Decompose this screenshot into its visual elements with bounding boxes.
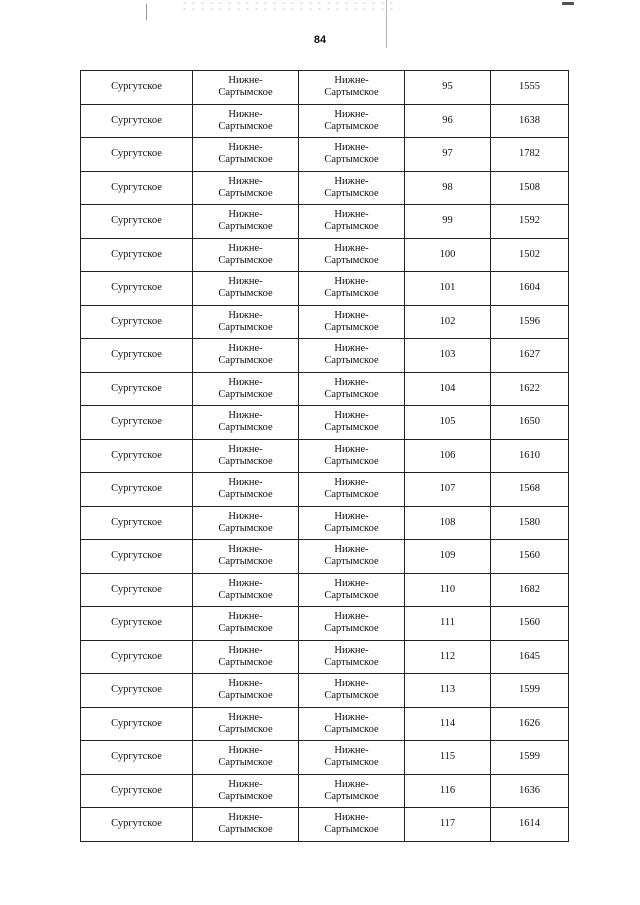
table-row [81, 741, 569, 775]
table-row [81, 406, 569, 440]
value-cell: 1682 [491, 573, 569, 607]
table-row [81, 774, 569, 808]
area2-cell: Нижне- Сартымское [299, 272, 405, 306]
area1-cell: Нижне- Сартымское [193, 674, 299, 708]
page-number: 84 [313, 34, 327, 46]
field-cell: Сургутское [81, 205, 193, 239]
data-table [80, 70, 569, 842]
area2-cell: Нижне- Сартымское [299, 205, 405, 239]
value-cell: 1610 [491, 439, 569, 473]
value-cell: 1614 [491, 808, 569, 842]
value-cell: 1622 [491, 372, 569, 406]
area1-cell: Нижне- Сартымское [193, 372, 299, 406]
table-body [81, 71, 569, 842]
number-cell: 115 [405, 741, 491, 775]
number-cell: 117 [405, 808, 491, 842]
number-cell: 105 [405, 406, 491, 440]
field-cell: Сургутское [81, 573, 193, 607]
area2-cell: Нижне- Сартымское [299, 674, 405, 708]
table-row [81, 540, 569, 574]
scan-mark-right [562, 2, 574, 5]
area2-cell: Нижне- Сартымское [299, 439, 405, 473]
field-cell: Сургутское [81, 674, 193, 708]
area2-cell: Нижне- Сартымское [299, 339, 405, 373]
area2-cell: Нижне- Сартымское [299, 808, 405, 842]
area2-cell: Нижне- Сартымское [299, 305, 405, 339]
table-row [81, 607, 569, 641]
area2-cell: Нижне- Сартымское [299, 573, 405, 607]
area1-cell: Нижне- Сартымское [193, 406, 299, 440]
field-cell: Сургутское [81, 339, 193, 373]
area2-cell: Нижне- Сартымское [299, 71, 405, 105]
table-row [81, 171, 569, 205]
area1-cell: Нижне- Сартымское [193, 573, 299, 607]
number-cell: 100 [405, 238, 491, 272]
area1-cell: Нижне- Сартымское [193, 339, 299, 373]
field-cell: Сургутское [81, 171, 193, 205]
area1-cell: Нижне- Сартымское [193, 473, 299, 507]
value-cell: 1555 [491, 71, 569, 105]
table-row [81, 339, 569, 373]
value-cell: 1636 [491, 774, 569, 808]
area1-cell: Нижне- Сартымское [193, 205, 299, 239]
table-row [81, 305, 569, 339]
field-cell: Сургутское [81, 540, 193, 574]
table-row [81, 573, 569, 607]
value-cell: 1650 [491, 406, 569, 440]
field-cell: Сургутское [81, 272, 193, 306]
area1-cell: Нижне- Сартымское [193, 774, 299, 808]
area1-cell: Нижне- Сартымское [193, 138, 299, 172]
value-cell: 1560 [491, 607, 569, 641]
value-cell: 1599 [491, 741, 569, 775]
area2-cell: Нижне- Сартымское [299, 741, 405, 775]
number-cell: 107 [405, 473, 491, 507]
field-cell: Сургутское [81, 238, 193, 272]
number-cell: 96 [405, 104, 491, 138]
number-cell: 104 [405, 372, 491, 406]
area2-cell: Нижне- Сартымское [299, 640, 405, 674]
field-cell: Сургутское [81, 506, 193, 540]
area2-cell: Нижне- Сартымское [299, 506, 405, 540]
number-cell: 114 [405, 707, 491, 741]
table-row [81, 104, 569, 138]
number-cell: 116 [405, 774, 491, 808]
number-cell: 109 [405, 540, 491, 574]
area1-cell: Нижне- Сартымское [193, 506, 299, 540]
number-cell: 95 [405, 71, 491, 105]
field-cell: Сургутское [81, 640, 193, 674]
table-row [81, 808, 569, 842]
area2-cell: Нижне- Сартымское [299, 104, 405, 138]
field-cell: Сургутское [81, 473, 193, 507]
area1-cell: Нижне- Сартымское [193, 71, 299, 105]
number-cell: 99 [405, 205, 491, 239]
area2-cell: Нижне- Сартымское [299, 473, 405, 507]
field-cell: Сургутское [81, 774, 193, 808]
table-row [81, 138, 569, 172]
area1-cell: Нижне- Сартымское [193, 808, 299, 842]
value-cell: 1592 [491, 205, 569, 239]
table-row [81, 205, 569, 239]
value-cell: 1645 [491, 640, 569, 674]
value-cell: 1596 [491, 305, 569, 339]
area1-cell: Нижне- Сартымское [193, 305, 299, 339]
field-cell: Сургутское [81, 808, 193, 842]
number-cell: 102 [405, 305, 491, 339]
area1-cell: Нижне- Сартымское [193, 741, 299, 775]
area1-cell: Нижне- Сартымское [193, 607, 299, 641]
number-cell: 108 [405, 506, 491, 540]
table-row [81, 707, 569, 741]
number-cell: 112 [405, 640, 491, 674]
table-row [81, 674, 569, 708]
field-cell: Сургутское [81, 305, 193, 339]
table-row [81, 506, 569, 540]
number-cell: 101 [405, 272, 491, 306]
value-cell: 1560 [491, 540, 569, 574]
area2-cell: Нижне- Сартымское [299, 607, 405, 641]
area1-cell: Нижне- Сартымское [193, 640, 299, 674]
number-cell: 111 [405, 607, 491, 641]
number-cell: 113 [405, 674, 491, 708]
value-cell: 1580 [491, 506, 569, 540]
value-cell: 1568 [491, 473, 569, 507]
area2-cell: Нижне- Сартымское [299, 372, 405, 406]
field-cell: Сургутское [81, 372, 193, 406]
area2-cell: Нижне- Сартымское [299, 774, 405, 808]
area2-cell: Нижне- Сартымское [299, 138, 405, 172]
value-cell: 1626 [491, 707, 569, 741]
field-cell: Сургутское [81, 607, 193, 641]
area2-cell: Нижне- Сартымское [299, 540, 405, 574]
number-cell: 110 [405, 573, 491, 607]
area2-cell: Нижне- Сартымское [299, 406, 405, 440]
area1-cell: Нижне- Сартымское [193, 272, 299, 306]
field-cell: Сургутское [81, 104, 193, 138]
area2-cell: Нижне- Сартымское [299, 238, 405, 272]
table-row [81, 272, 569, 306]
field-cell: Сургутское [81, 707, 193, 741]
area1-cell: Нижне- Сартымское [193, 707, 299, 741]
scan-mark-left [146, 4, 147, 20]
table-row [81, 71, 569, 105]
value-cell: 1627 [491, 339, 569, 373]
area2-cell: Нижне- Сартымское [299, 707, 405, 741]
value-cell: 1638 [491, 104, 569, 138]
area2-cell: Нижне- Сартымское [299, 171, 405, 205]
number-cell: 98 [405, 171, 491, 205]
area1-cell: Нижне- Сартымское [193, 171, 299, 205]
value-cell: 1599 [491, 674, 569, 708]
field-cell: Сургутское [81, 439, 193, 473]
scan-noise [180, 0, 400, 14]
number-cell: 103 [405, 339, 491, 373]
field-cell: Сургутское [81, 138, 193, 172]
table-row [81, 640, 569, 674]
area1-cell: Нижне- Сартымское [193, 104, 299, 138]
value-cell: 1782 [491, 138, 569, 172]
field-cell: Сургутское [81, 406, 193, 440]
table-row [81, 473, 569, 507]
value-cell: 1508 [491, 171, 569, 205]
field-cell: Сургутское [81, 71, 193, 105]
table-row [81, 238, 569, 272]
number-cell: 97 [405, 138, 491, 172]
area1-cell: Нижне- Сартымское [193, 439, 299, 473]
area1-cell: Нижне- Сартымское [193, 238, 299, 272]
area1-cell: Нижне- Сартымское [193, 540, 299, 574]
number-cell: 106 [405, 439, 491, 473]
table-row [81, 372, 569, 406]
table-row [81, 439, 569, 473]
value-cell: 1604 [491, 272, 569, 306]
field-cell: Сургутское [81, 741, 193, 775]
value-cell: 1502 [491, 238, 569, 272]
